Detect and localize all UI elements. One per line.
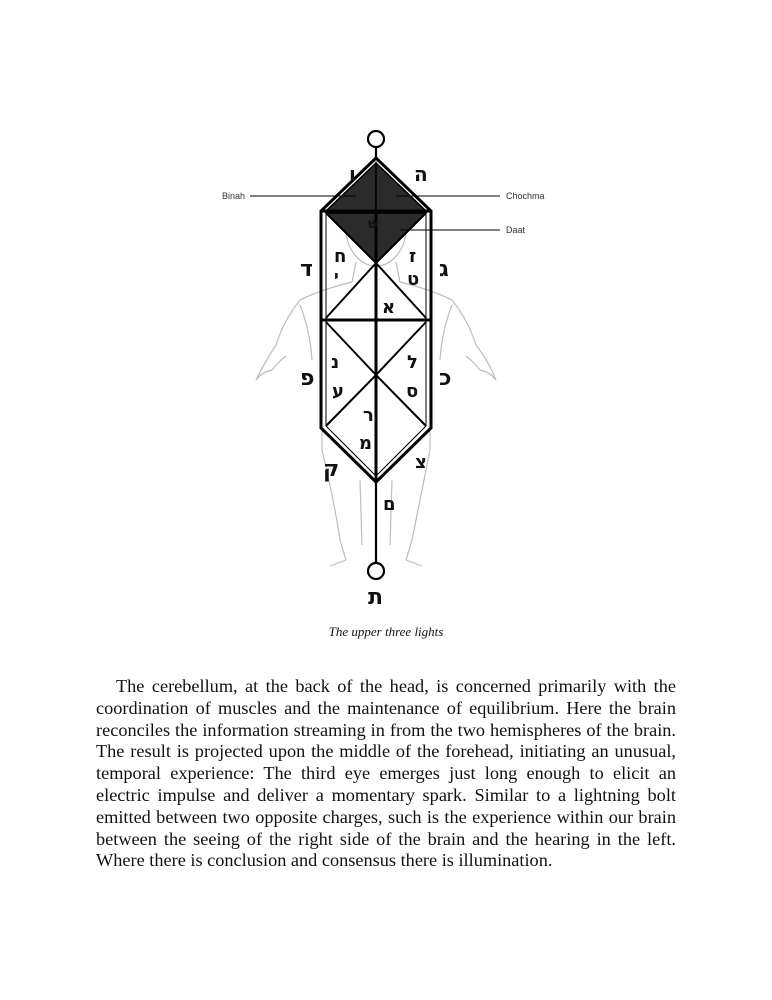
letter-outer-left-lower: ק: [323, 457, 340, 482]
letter-center-lower: ר: [363, 405, 374, 426]
tree-of-life-figure: [200, 120, 580, 610]
letter-mid-right-lower: ס: [406, 381, 419, 402]
letter-top-right: ה: [414, 162, 428, 186]
letter-mid-right: ל: [407, 352, 418, 373]
letter-center-upper: א: [382, 297, 396, 318]
letter-outer-right-mid: כ: [439, 366, 452, 391]
letter-base: ת: [368, 585, 384, 610]
letter-top-left: ו: [349, 162, 356, 186]
letter-upper-left: ח: [334, 246, 347, 267]
letter-upper-right-small: ט: [407, 269, 420, 290]
letter-lower-center: מ: [359, 433, 373, 454]
letter-outer-right-lower: צ: [415, 452, 427, 473]
tree-structure: [250, 131, 500, 579]
letter-bottom-center: ם: [383, 494, 396, 515]
letter-upper-left-small: י: [334, 267, 339, 286]
figure-caption: The upper three lights: [328, 624, 444, 639]
letter-outer-right-upper: ג: [439, 257, 449, 282]
letter-upper-right: ז: [409, 246, 417, 267]
letter-head-center: ש: [368, 216, 379, 232]
letter-outer-left-upper: ד: [300, 257, 313, 282]
binah-label: Binah: [222, 191, 246, 201]
body-paragraph: The cerebellum, at the back of the head, is concerned primarily with the coordination of muscles and the maintenance of equilibrium. Here the brain reconciles the information streaming in from the two hemispheres of the brain. The result is projected upon the middle of the forehead, initiating an unusual, temporal experience: The third eye emerges just long enough to elicit an electric impulse and deliver a momentary spark. Similar to a lightning bolt emitted between two opposite charges, such is the experience within our brain between the seeing of the right side of the brain and the hearing in the left. Where there is conclusion and consensus there is illumination.: [96, 676, 676, 871]
letter-mid-left-lower: ע: [332, 381, 344, 402]
daat-label: Daat: [506, 225, 526, 235]
letter-outer-left-mid: פ: [300, 366, 315, 391]
letter-mid-left: נ: [331, 352, 340, 373]
chochma-label: Chochma: [506, 191, 545, 201]
